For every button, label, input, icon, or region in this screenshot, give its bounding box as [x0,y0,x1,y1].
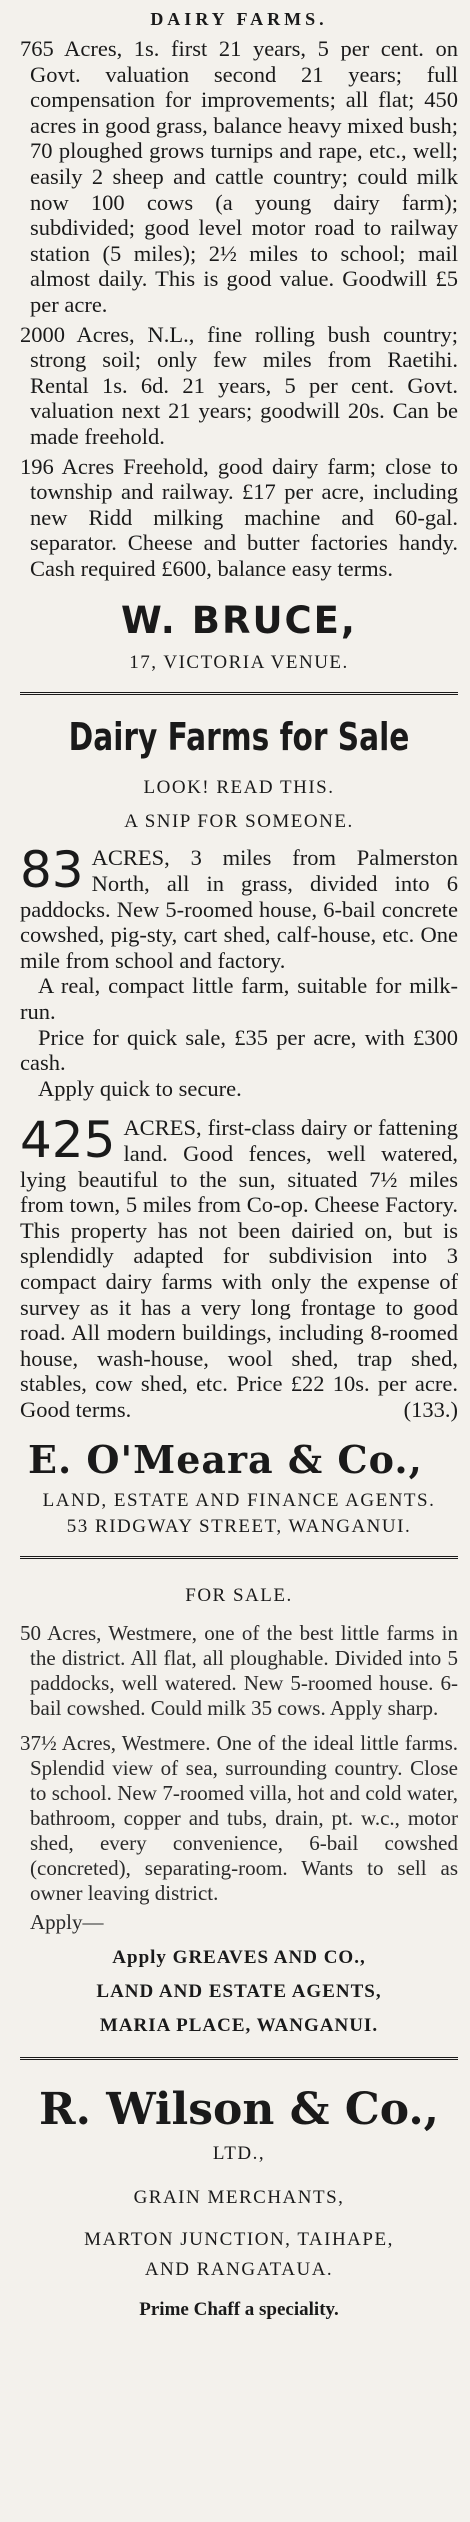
acreage-number: 425 [20,1111,116,1170]
ad-text: Apply— [30,1909,104,1934]
divider [20,2057,458,2060]
omeara-ad-425 [20,1111,458,1422]
wilson-places: MARTON JUNCTION, TAIHAPE, [84,2228,394,2250]
greaves-apply [20,1910,458,1935]
omeara-address: 53 RIDGWAY STREET, WANGANUI. [66,1515,412,1537]
classified-ad [20,454,458,582]
wilson-speciality: Prime Chaff a speciality. [139,2298,339,2320]
omeara-ad-83 [20,841,458,1101]
classified-ad [20,36,458,318]
ad-text: 196 Acres Freehold, good dairy farm; close to township and railway. £17 per acre, including new Ridd milking machine and 60-gal. separator. Cheese and butter factories handy. Cash required £600, balance easy terms. [20,453,458,581]
ad-ref: (133.) [403,1396,458,1422]
wilson-places: AND RANGATAUA. [144,2258,334,2280]
acreage-number: 83 [20,841,84,900]
greaves-line: MARIA PLACE, WANGANUI. [99,2014,379,2036]
omeara-snip: A SNIP FOR SOMEONE. [124,811,354,833]
ad-text: 765 Acres, 1s. first 21 years, 5 per cent. on Govt. valuation second 21 years; full compensation for improvements; all flat; 450 acres in good grass, balance heavy mixed bush; 70 ploughed grows turnips and rape, etc., well; easily 2 sheep and cattle country; could milk now 100 cows (a young dairy farm); subdivided; good level motor road to railway station (5 miles); 2½ miles to school; mail almost daily. This is good value. Goodwill £5 per acre. [20,36,458,317]
greaves-contact [20,1945,458,2039]
wilson-trade: GRAIN MERCHANTS, [133,2186,345,2208]
ad-text: A real, compact little farm, suitable for milk-run. [20,973,458,1025]
omeara-headline: Dairy Farms for Sale [68,715,410,760]
divider [20,692,458,695]
greaves-line: Apply GREAVES AND CO., [112,1946,366,1968]
agent-name-bruce: W. BRUCE, [121,599,357,643]
omeara-agents: LAND, ESTATE AND FINANCE AGENTS. [42,1489,436,1511]
omeara-look: LOOK! READ THIS. [143,777,335,799]
for-sale-heading: FOR SALE. [185,1584,293,1606]
wilson-ltd: LTD., [212,2142,266,2164]
agent-name-wilson: R. Wilson & Co., [39,2083,439,2135]
ad-text: 37½ Acres, Westmere. One of the ideal little farms. Splendid view of sea, surrounding country. Close to school. New 7-roomed villa, hot and cold water, bathroom, copper and tubs, drain, pt. w.c., motor shed, every convenience, 6-bail cowshed (concreted), separating-room. Wants to sell as owner leaving district. [20,1730,458,1905]
bruce-ads [20,36,458,581]
ad-text: ACRES, 3 miles from Palmerston North, all in grass, divided into 6 paddocks. New 5-roomed house, 6-bail concrete cowshed, pig-sty, cart shed, calf-house, etc. One mile from school and factory. [20,845,458,973]
greaves-ad-50 [20,1621,458,1721]
section-title: DAIRY FARMS. [150,9,328,29]
classified-ad [20,322,458,450]
ad-text: 2000 Acres, N.L., fine rolling bush country; strong soil; only few miles from Raetihi. Rental 1s. 6d. 21 years, 5 per cent. Govt. valuation next 21 years; goodwill 20s. Can be made freehold. [20,321,458,449]
greaves-ad-37 [20,1731,458,1906]
ad-text: Apply quick to secure. [38,1075,242,1101]
ad-text: Price for quick sale, £35 per acre, with £300 cash. [20,1024,458,1076]
ad-text: 50 Acres, Westmere, one of the best little farms in the district. All flat, all ploughable. Divided into 5 paddocks, well watered. New 5-roomed house. 6-bail cowshed. Could milk 35 cows. Apply sharp. [20,1620,458,1720]
divider [20,1556,458,1559]
agent-address-bruce: 17, VICTORIA VENUE. [129,652,349,674]
greaves-line: LAND AND ESTATE AGENTS, [96,1980,382,2002]
ad-body: ACRES, first-class dairy or fattening land. Good fences, well watered, lying beautiful to the sun, situated 7½ miles from town, 5 miles from Co-op. Cheese Factory. This property has not been dairied on, but is splendidly adapted for subdivision into 3 compact dairy farms with only the expense of survey as it has a very long frontage to good road. All modern buildings, including 8-roomed house, wash-house, wool shed, trap shed, stables, cow shed, etc. Price £22 10s. per acre. Good terms. [20,1115,458,1422]
agent-name-omeara: E. O'Meara & Co., [28,1436,423,1482]
